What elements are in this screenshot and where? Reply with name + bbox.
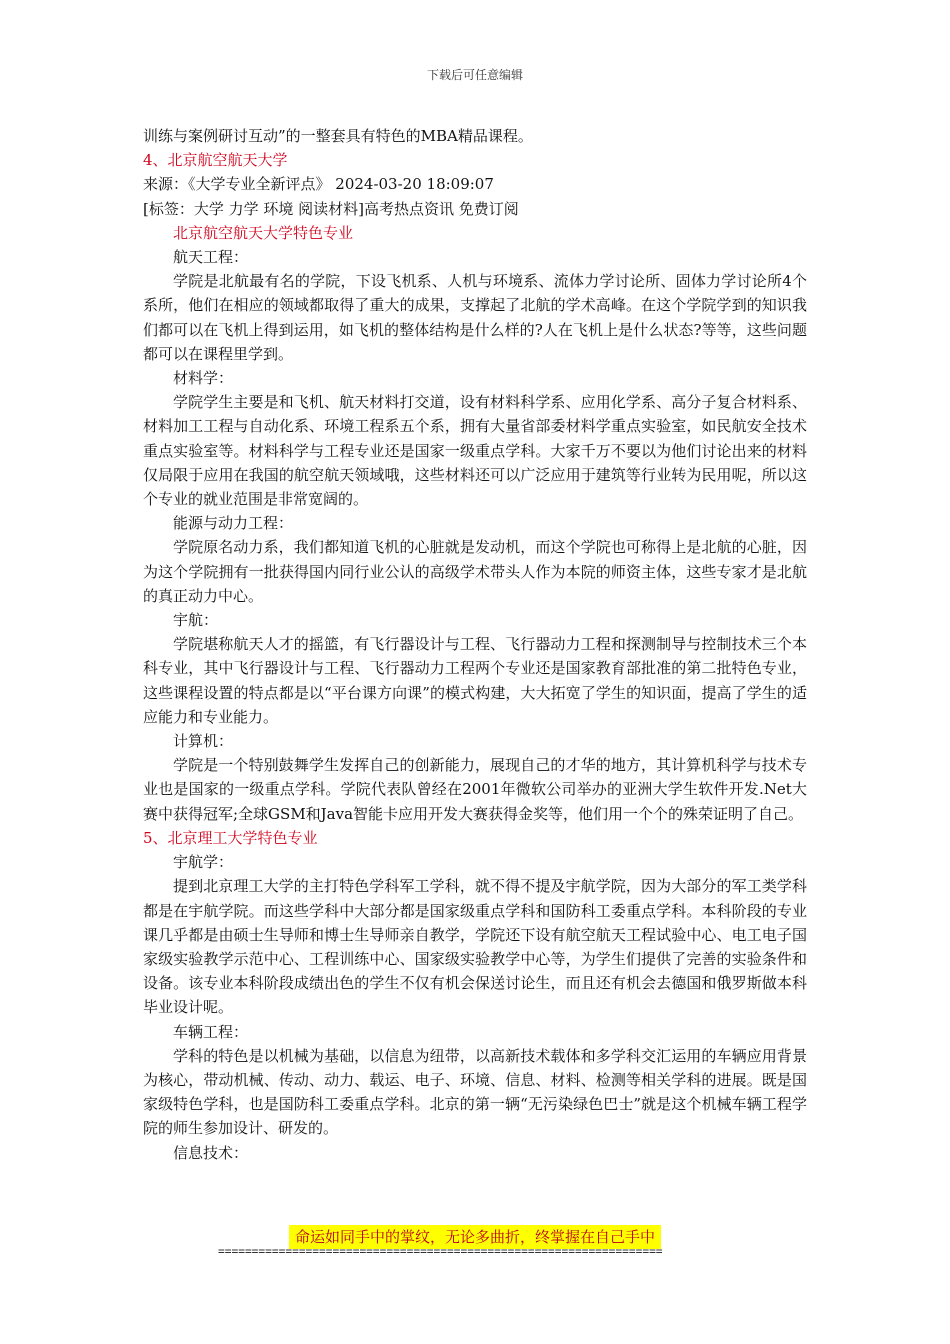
- footer-separator: ==================================================================: [218, 1245, 663, 1258]
- section-heading: 5、北京理工大学特色专业: [143, 828, 318, 847]
- page-header: 下载后可任意编辑: [426, 68, 523, 82]
- document-body: [143, 124, 807, 1165]
- major-title: 信息技术：: [173, 1143, 249, 1162]
- major-title: 车辆工程：: [173, 1022, 249, 1041]
- major-title: 航天工程：: [173, 248, 249, 267]
- paragraph: 学院堪称航天人才的摇篮，有飞行器设计与工程、飞行器动力工程和探测制导与控制技术三个本科专业，其中飞行器设计与工程、飞行器动力工程两个专业还是国家教育部批准的第二批特色专业，这些课程设置的特点都是以“平台课方向课”的模式构建，大大拓宽了学生的知识面，提高了学生的适应能力和专业能力。: [143, 635, 807, 726]
- paragraph: 学院原名动力系，我们都知道飞机的心脏就是发动机，而这个学院也可称得上是北航的心脏，因为这个学院拥有一批获得国内同行业公认的高级学术带头人作为本院的师资主体，这些专家才是北航的真正动力中心。: [143, 538, 807, 605]
- source-line: 来源：《大学专业全新评点》 2024-03-20 18:09:07: [143, 175, 494, 194]
- paragraph: 学院是北航最有名的学院，下设飞机系、人机与环境系、流体力学讨论所、固体力学讨论所4个系所，他们在相应的领域都取得了重大的成果，支撑起了北航的学术高峰。在这个学院学到的知识我们都可以在飞机上得到运用，如飞机的整体结构是什么样的?人在飞机上是什么状态?等等，这些问题都可以在课程里学到。: [143, 272, 807, 363]
- section-heading: 4、北京航空航天大学: [143, 151, 288, 170]
- subsection-heading: 北京航空航天大学特色专业: [173, 223, 354, 242]
- paragraph: 学科的特色是以机械为基础，以信息为纽带，以高新技术载体和多学科交汇运用的车辆应用背景为核心，带动机械、传动、动力、载运、电子、环境、信息、材料、检测等相关学科的进展。既是国家级特色学科，也是国防科工委重点学科。北京的第一辆“无污染绿色巴士”就是这个机械车辆工程学院的师生参加设计、研发的。: [143, 1046, 807, 1138]
- paragraph: 提到北京理工大学的主打特色学科军工学科，就不得不提及宇航学院，因为大部分的军工类学科都是在宇航学院。而这些学科中大部分都是国家级重点学科和国防科工委重点学科。本科阶段的专业课几乎都是由硕士生导师和博士生导师亲自教学，学院还下设有航空航天工程试验中心、电工电子国家级实验教学示范中心、工程训练中心、国家级实验教学中心等，为学生们提供了完善的实验条件和设备。该专业本科阶段成绩出色的学生不仅有机会保送讨论生，而且还有机会去德国和俄罗斯做本科毕业设计呢。: [143, 877, 807, 1017]
- major-title: 能源与动力工程：: [173, 514, 294, 533]
- major-title: 材料学：: [173, 369, 234, 388]
- paragraph: 学院学生主要是和飞机、航天材料打交道，设有材料科学系、应用化学系、高分子复合材料系、材料加工工程与自动化系、环境工程系五个系，拥有大量省部委材料学重点实验室，如民航安全技术重点实验室等。材料科学与工程专业还是国家一级重点学科。大家千万不要以为他们讨论出来的材料仅局限于应用在我国的航空航天领域哦，这些材料还可以广泛应用于建筑等行业转为民用呢，所以这个专业的就业范围是非常宽阔的。: [143, 393, 807, 509]
- footer-motto: 命运如同手中的掌纹，无论多曲折，终掌握在自己手中: [289, 1225, 661, 1249]
- major-title: 宇航：: [173, 611, 219, 630]
- major-title: 宇航学：: [173, 853, 234, 872]
- paragraph: 训练与案例研讨互动”的一整套具有特色的MBA精品课程。: [143, 127, 533, 145]
- tags-line: [标签：大学 力学 环境 阅读材料]高考热点资讯 免费订阅: [143, 199, 519, 218]
- paragraph: 学院是一个特别鼓舞学生发挥自己的创新能力，展现自己的才华的地方，其计算机科学与技术专业也是国家的一级重点学科。学院代表队曾经在2001年微软公司举办的亚洲大学生软件开发.Net大赛中获得冠军;全球GSM和Java智能卡应用开发大赛获得金奖等，他们用一个个的殊荣证明了自己。: [143, 756, 807, 823]
- major-title: 计算机：: [173, 732, 234, 751]
